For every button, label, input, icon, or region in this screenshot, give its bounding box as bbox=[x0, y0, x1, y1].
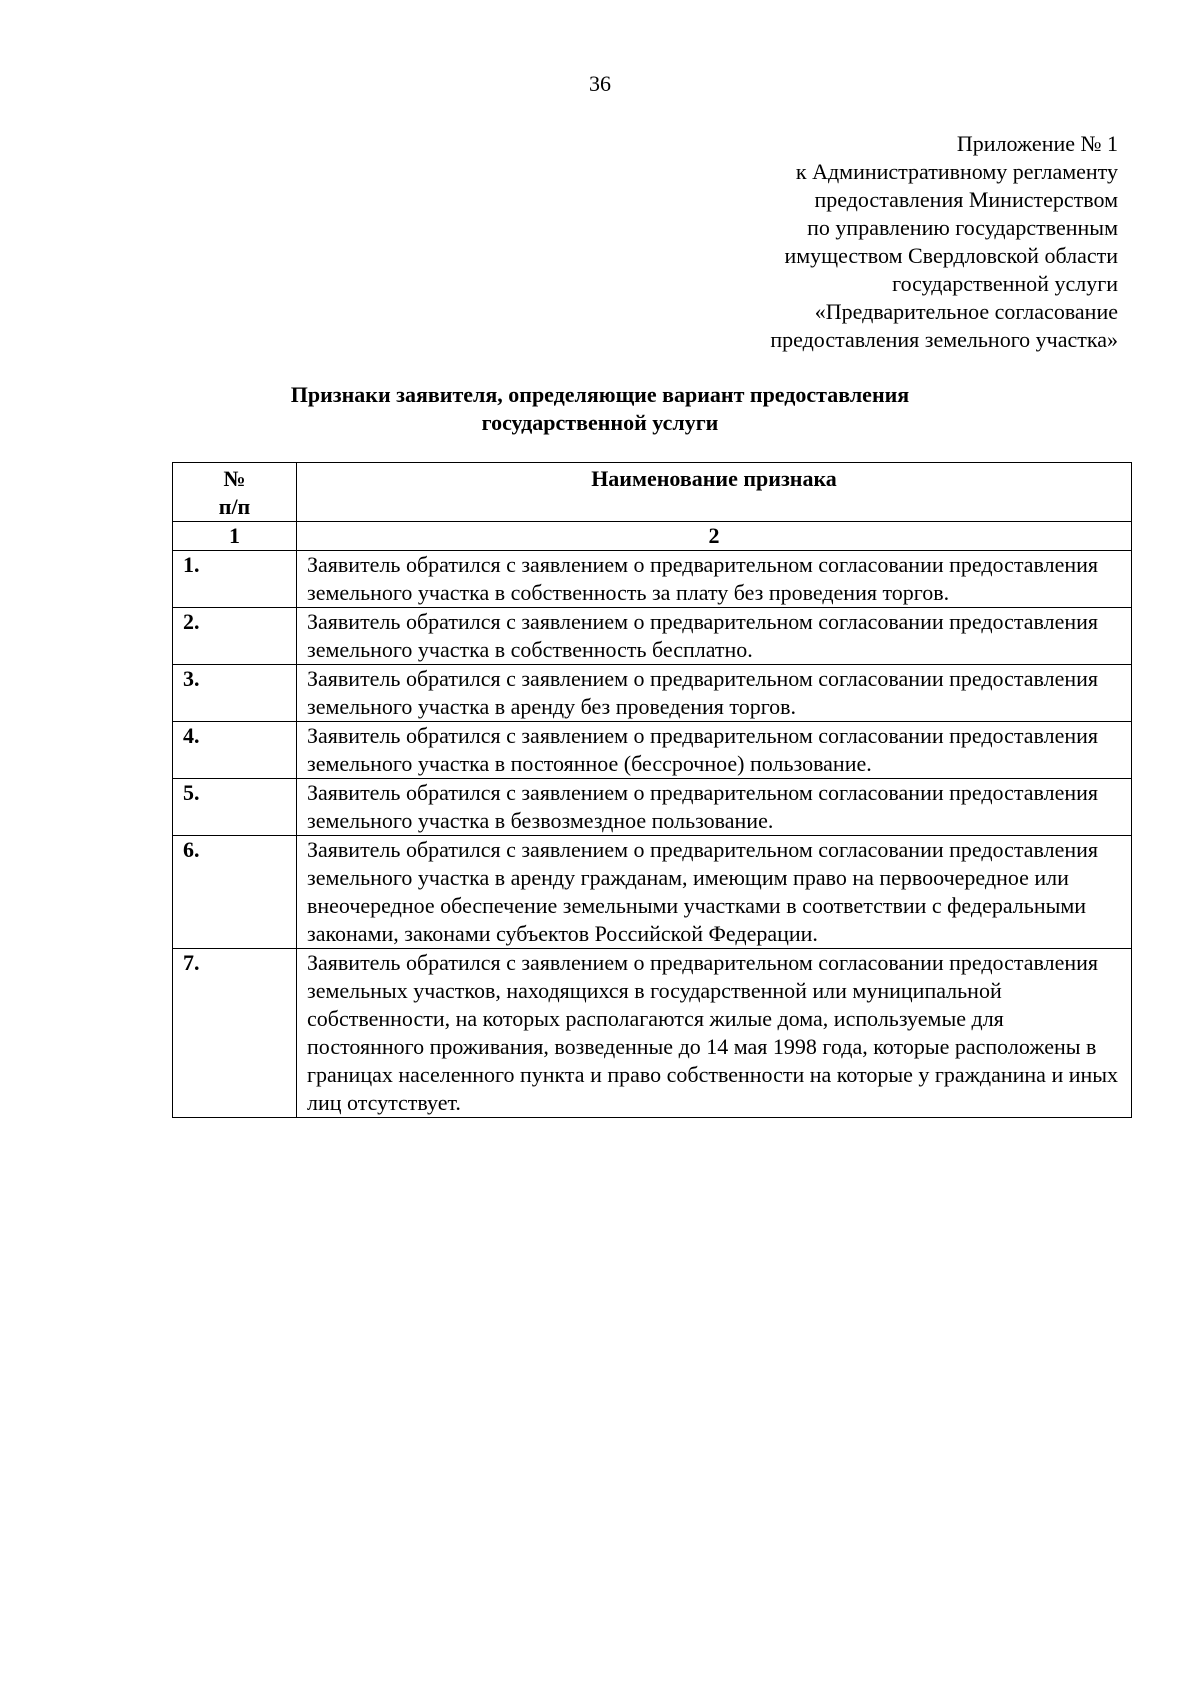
row-number: 6. bbox=[173, 836, 297, 949]
appendix-block bbox=[558, 130, 1118, 354]
header-name-cell: Наименование признака bbox=[297, 463, 1132, 522]
column-index-cell: 2 bbox=[297, 522, 1132, 551]
page-number: 36 bbox=[589, 71, 611, 96]
row-text: Заявитель обратился с заявлением о предварительном согласовании предоставления земельного участка в безвозмездное пользование. bbox=[297, 779, 1132, 836]
table-row bbox=[173, 836, 1132, 949]
table-row bbox=[173, 722, 1132, 779]
column-index-cell: 1 bbox=[173, 522, 297, 551]
document-title-line: государственной услуги bbox=[481, 410, 719, 435]
row-number: 4. bbox=[173, 722, 297, 779]
document-title bbox=[0, 381, 1200, 437]
row-number: 1. bbox=[173, 551, 297, 608]
row-text: Заявитель обратился с заявлением о предварительном согласовании предоставления земельного участка в постоянное (бессрочное) пользование. bbox=[297, 722, 1132, 779]
row-number: 5. bbox=[173, 779, 297, 836]
table-row bbox=[173, 665, 1132, 722]
table-row bbox=[173, 949, 1132, 1118]
appendix-line: к Административному регламенту bbox=[795, 159, 1118, 184]
appendix-line: имуществом Свердловской области bbox=[784, 243, 1118, 268]
header-number-symbol: № bbox=[223, 466, 246, 491]
table-row bbox=[173, 551, 1132, 608]
table-row bbox=[173, 608, 1132, 665]
appendix-line: Приложение № 1 bbox=[956, 131, 1118, 156]
document-title-line: Признаки заявителя, определяющие вариант предоставления bbox=[290, 382, 910, 407]
row-number: 7. bbox=[173, 949, 297, 1118]
row-number: 2. bbox=[173, 608, 297, 665]
criteria-table bbox=[172, 462, 1132, 1118]
row-number: 3. bbox=[173, 665, 297, 722]
appendix-line: предоставления земельного участка» bbox=[770, 327, 1118, 352]
row-text: Заявитель обратился с заявлением о предварительном согласовании предоставления земельного участка в собственность за плату без проведения торгов. bbox=[297, 551, 1132, 608]
header-number-cell bbox=[173, 463, 297, 522]
header-number-abbrev: п/п bbox=[218, 494, 251, 519]
appendix-line: по управлению государственным bbox=[807, 215, 1118, 240]
table-row bbox=[173, 779, 1132, 836]
row-text: Заявитель обратился с заявлением о предварительном согласовании предоставления земельного участка в собственность бесплатно. bbox=[297, 608, 1132, 665]
row-text: Заявитель обратился с заявлением о предварительном согласовании предоставления земельного участка в аренду без проведения торгов. bbox=[297, 665, 1132, 722]
appendix-line: предоставления Министерством bbox=[814, 187, 1118, 212]
row-text: Заявитель обратился с заявлением о предварительном согласовании предоставления земельных участков, находящихся в государственной или муниципальной собственности, на которых располагаются жилые дома, используемые для постоянного проживания, возведенные до 14 мая 1998 года, которые расположены в границах населенного пункта и право собственности на которые у гражданина и иных лиц отсутствует. bbox=[297, 949, 1132, 1118]
column-index-row bbox=[173, 522, 1132, 551]
row-text: Заявитель обратился с заявлением о предварительном согласовании предоставления земельного участка в аренду гражданам, имеющим право на первоочередное или внеочередное обеспечение земельными участками в соответствии с федеральными законами, законами субъектов Российской Федерации. bbox=[297, 836, 1132, 949]
table-header-row bbox=[173, 463, 1132, 522]
appendix-line: государственной услуги bbox=[892, 271, 1118, 296]
appendix-line: «Предварительное согласование bbox=[814, 299, 1118, 324]
